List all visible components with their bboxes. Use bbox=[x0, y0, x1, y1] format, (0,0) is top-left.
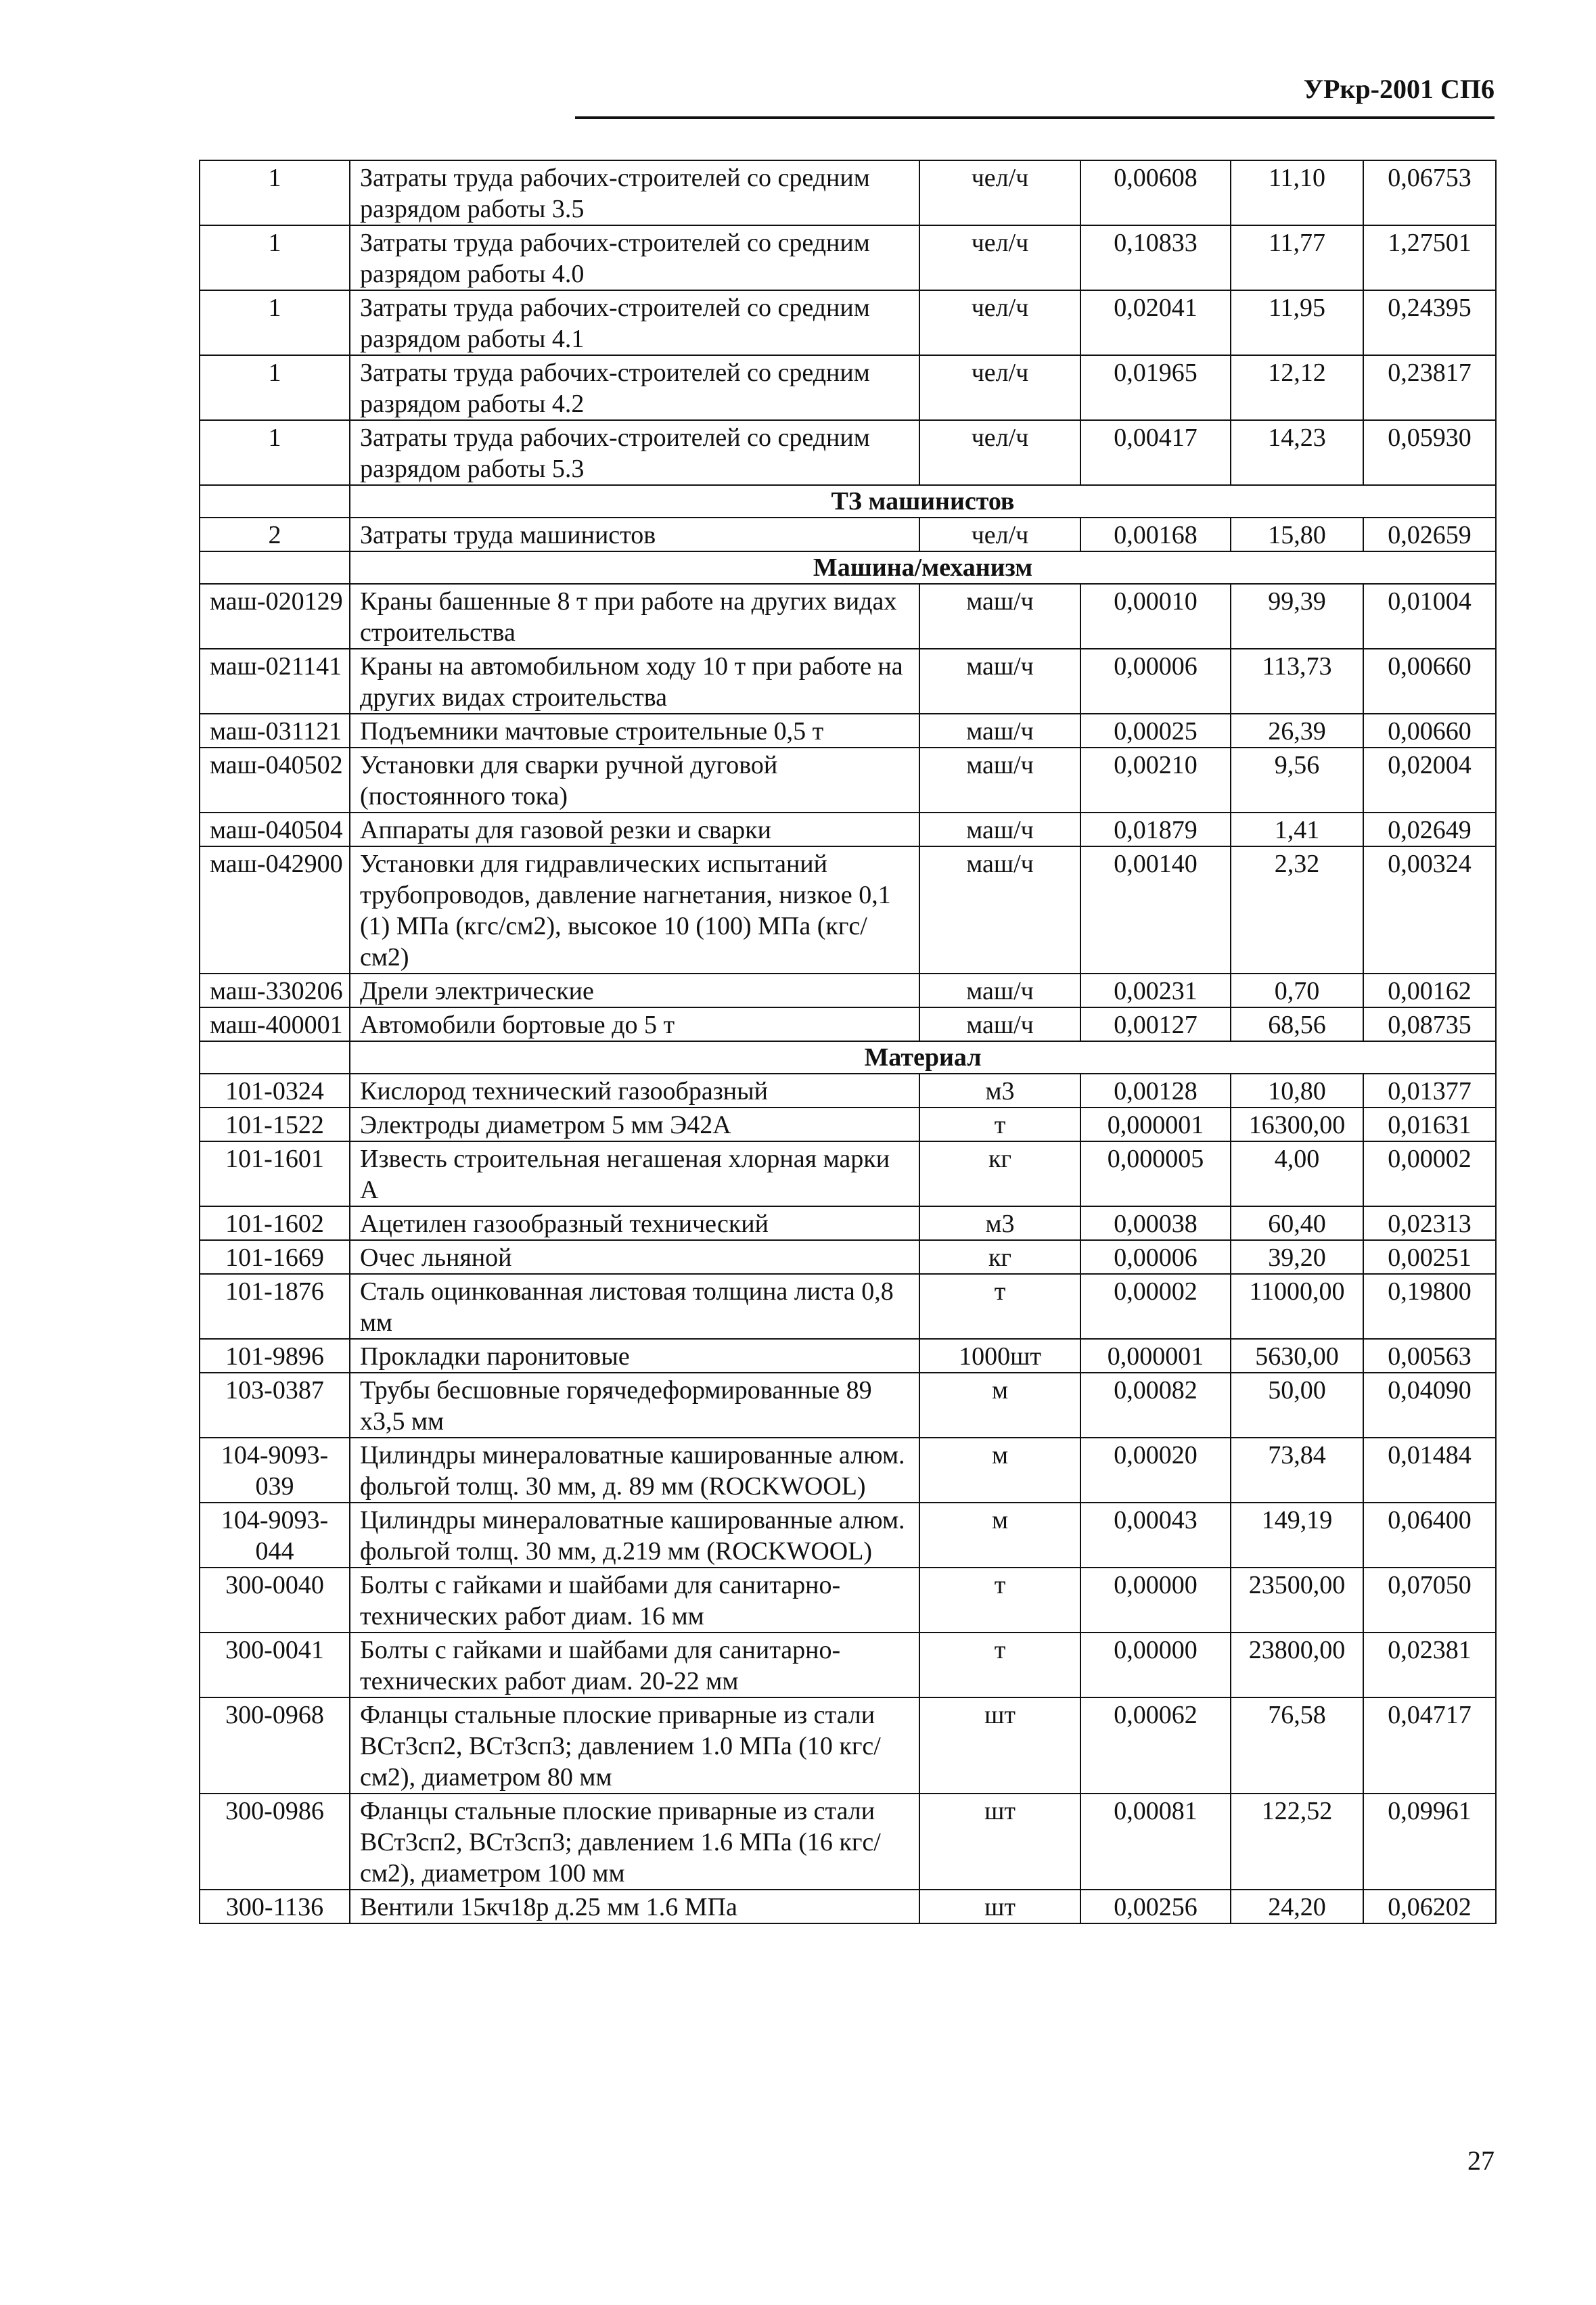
table-row bbox=[200, 1373, 1496, 1438]
unit-cell: маш/ч bbox=[919, 584, 1080, 649]
cost-cell: 0,24395 bbox=[1363, 290, 1496, 355]
cost-cell: 0,00660 bbox=[1363, 714, 1496, 748]
resource-code-cell: маш-031121 bbox=[200, 714, 350, 748]
section-title: Материал bbox=[350, 1041, 1496, 1074]
table-row bbox=[200, 584, 1496, 649]
quantity-cell: 0,02041 bbox=[1080, 290, 1231, 355]
quantity-cell: 0,00608 bbox=[1080, 160, 1231, 225]
section-blank-cell bbox=[200, 551, 350, 584]
cost-cell: 0,00251 bbox=[1363, 1240, 1496, 1274]
unit-price-cell: 68,56 bbox=[1231, 1007, 1363, 1041]
unit-price-cell: 11,95 bbox=[1231, 290, 1363, 355]
resource-name-cell: Известь строительная негашеная хлорная марки А bbox=[350, 1141, 919, 1206]
resource-name-cell: Аппараты для газовой резки и сварки bbox=[350, 813, 919, 846]
quantity-cell: 0,00010 bbox=[1080, 584, 1231, 649]
table-row bbox=[200, 1274, 1496, 1339]
cost-cell: 0,05930 bbox=[1363, 420, 1496, 485]
resource-name-cell: Затраты труда рабочих-строителей со средним разрядом работы 4.2 bbox=[350, 355, 919, 420]
resource-name-cell: Дрели электрические bbox=[350, 974, 919, 1007]
quantity-cell: 0,00006 bbox=[1080, 649, 1231, 714]
quantity-cell: 0,00140 bbox=[1080, 846, 1231, 974]
table-row bbox=[200, 225, 1496, 290]
table-row bbox=[200, 974, 1496, 1007]
cost-cell: 0,04717 bbox=[1363, 1697, 1496, 1794]
resource-code-cell: 300-0041 bbox=[200, 1633, 350, 1697]
cost-cell: 0,08735 bbox=[1363, 1007, 1496, 1041]
table-row bbox=[200, 420, 1496, 485]
unit-cell: маш/ч bbox=[919, 649, 1080, 714]
quantity-cell: 0,00081 bbox=[1080, 1794, 1231, 1890]
unit-price-cell: 12,12 bbox=[1231, 355, 1363, 420]
quantity-cell: 0,00128 bbox=[1080, 1074, 1231, 1108]
header-rule bbox=[575, 116, 1495, 119]
table-row bbox=[200, 160, 1496, 225]
cost-cell: 0,00563 bbox=[1363, 1339, 1496, 1373]
quantity-cell: 0,00231 bbox=[1080, 974, 1231, 1007]
resource-code-cell: маш-042900 bbox=[200, 846, 350, 974]
unit-price-cell: 2,32 bbox=[1231, 846, 1363, 974]
resource-table-body bbox=[200, 160, 1496, 1923]
cost-cell: 0,07050 bbox=[1363, 1568, 1496, 1633]
unit-cell: чел/ч bbox=[919, 160, 1080, 225]
table-row bbox=[200, 1568, 1496, 1633]
quantity-cell: 0,00000 bbox=[1080, 1633, 1231, 1697]
table-row bbox=[200, 518, 1496, 551]
resource-code-cell: 104-9093-039 bbox=[200, 1438, 350, 1503]
cost-cell: 0,04090 bbox=[1363, 1373, 1496, 1438]
cost-cell: 0,00324 bbox=[1363, 846, 1496, 974]
resource-code-cell: 300-0040 bbox=[200, 1568, 350, 1633]
cost-cell: 0,19800 bbox=[1363, 1274, 1496, 1339]
table-row bbox=[200, 813, 1496, 846]
cost-cell: 0,06753 bbox=[1363, 160, 1496, 225]
resource-code-cell: 104-9093-044 bbox=[200, 1503, 350, 1568]
resource-code-cell: маш-400001 bbox=[200, 1007, 350, 1041]
table-row bbox=[200, 1633, 1496, 1697]
table-row bbox=[200, 1503, 1496, 1568]
unit-price-cell: 149,19 bbox=[1231, 1503, 1363, 1568]
resource-code-cell: 1 bbox=[200, 355, 350, 420]
resource-name-cell: Краны башенные 8 т при работе на других видах строительства bbox=[350, 584, 919, 649]
resource-name-cell: Затраты труда рабочих-строителей со средним разрядом работы 3.5 bbox=[350, 160, 919, 225]
resource-name-cell: Очес льняной bbox=[350, 1240, 919, 1274]
unit-cell: кг bbox=[919, 1240, 1080, 1274]
unit-cell: чел/ч bbox=[919, 420, 1080, 485]
cost-cell: 0,23817 bbox=[1363, 355, 1496, 420]
resource-name-cell: Затраты труда рабочих-строителей со средним разрядом работы 5.3 bbox=[350, 420, 919, 485]
resource-name-cell: Электроды диаметром 5 мм Э42А bbox=[350, 1108, 919, 1141]
unit-price-cell: 11000,00 bbox=[1231, 1274, 1363, 1339]
unit-price-cell: 14,23 bbox=[1231, 420, 1363, 485]
section-header-row bbox=[200, 485, 1496, 518]
unit-price-cell: 15,80 bbox=[1231, 518, 1363, 551]
unit-price-cell: 50,00 bbox=[1231, 1373, 1363, 1438]
table-row bbox=[200, 714, 1496, 748]
resource-name-cell: Установки для сварки ручной дуговой (постоянного тока) bbox=[350, 748, 919, 813]
unit-price-cell: 23500,00 bbox=[1231, 1568, 1363, 1633]
unit-cell: чел/ч bbox=[919, 225, 1080, 290]
unit-cell: маш/ч bbox=[919, 813, 1080, 846]
quantity-cell: 0,00038 bbox=[1080, 1206, 1231, 1240]
unit-price-cell: 0,70 bbox=[1231, 974, 1363, 1007]
quantity-cell: 0,00043 bbox=[1080, 1503, 1231, 1568]
resource-name-cell: Затраты труда рабочих-строителей со средним разрядом работы 4.1 bbox=[350, 290, 919, 355]
resource-name-cell: Цилиндры минераловатные кашированные алюм. фольгой толщ. 30 мм, д.219 мм (ROCKWOOL) bbox=[350, 1503, 919, 1568]
cost-cell: 0,02004 bbox=[1363, 748, 1496, 813]
resource-code-cell: маш-020129 bbox=[200, 584, 350, 649]
unit-price-cell: 24,20 bbox=[1231, 1890, 1363, 1923]
unit-price-cell: 1,41 bbox=[1231, 813, 1363, 846]
quantity-cell: 0,00002 bbox=[1080, 1274, 1231, 1339]
unit-cell: м3 bbox=[919, 1206, 1080, 1240]
resource-name-cell: Вентили 15кч18р д.25 мм 1.6 МПа bbox=[350, 1890, 919, 1923]
unit-price-cell: 10,80 bbox=[1231, 1074, 1363, 1108]
cost-cell: 0,00660 bbox=[1363, 649, 1496, 714]
page-number: 27 bbox=[1467, 2145, 1495, 2176]
unit-cell: шт bbox=[919, 1890, 1080, 1923]
section-title: ТЗ машинистов bbox=[350, 485, 1496, 518]
unit-cell: т bbox=[919, 1568, 1080, 1633]
unit-cell: чел/ч bbox=[919, 355, 1080, 420]
resource-name-cell: Затраты труда рабочих-строителей со средним разрядом работы 4.0 bbox=[350, 225, 919, 290]
resource-code-cell: 300-1136 bbox=[200, 1890, 350, 1923]
unit-cell: т bbox=[919, 1274, 1080, 1339]
unit-cell: м bbox=[919, 1503, 1080, 1568]
resource-code-cell: маш-040504 bbox=[200, 813, 350, 846]
unit-cell: м bbox=[919, 1438, 1080, 1503]
quantity-cell: 0,00127 bbox=[1080, 1007, 1231, 1041]
unit-price-cell: 113,73 bbox=[1231, 649, 1363, 714]
cost-cell: 0,00002 bbox=[1363, 1141, 1496, 1206]
quantity-cell: 0,00168 bbox=[1080, 518, 1231, 551]
resource-code-cell: 300-0968 bbox=[200, 1697, 350, 1794]
unit-cell: маш/ч bbox=[919, 846, 1080, 974]
unit-cell: шт bbox=[919, 1697, 1080, 1794]
cost-cell: 0,09961 bbox=[1363, 1794, 1496, 1890]
resource-code-cell: 1 bbox=[200, 160, 350, 225]
quantity-cell: 0,00062 bbox=[1080, 1697, 1231, 1794]
unit-cell: м bbox=[919, 1373, 1080, 1438]
resource-code-cell: 101-1669 bbox=[200, 1240, 350, 1274]
cost-cell: 0,02649 bbox=[1363, 813, 1496, 846]
quantity-cell: 0,00256 bbox=[1080, 1890, 1231, 1923]
quantity-cell: 0,00417 bbox=[1080, 420, 1231, 485]
resource-code-cell: маш-330206 bbox=[200, 974, 350, 1007]
section-blank-cell bbox=[200, 1041, 350, 1074]
resource-name-cell: Болты с гайками и шайбами для санитарно-технических работ диам. 20-22 мм bbox=[350, 1633, 919, 1697]
section-header-row bbox=[200, 551, 1496, 584]
unit-price-cell: 23800,00 bbox=[1231, 1633, 1363, 1697]
unit-price-cell: 60,40 bbox=[1231, 1206, 1363, 1240]
cost-cell: 0,01631 bbox=[1363, 1108, 1496, 1141]
resource-code-cell: 101-1876 bbox=[200, 1274, 350, 1339]
resource-code-cell: 101-1522 bbox=[200, 1108, 350, 1141]
resource-table bbox=[199, 160, 1497, 1924]
resource-code-cell: 103-0387 bbox=[200, 1373, 350, 1438]
table-row bbox=[200, 1438, 1496, 1503]
unit-cell: маш/ч bbox=[919, 748, 1080, 813]
quantity-cell: 0,01879 bbox=[1080, 813, 1231, 846]
resource-code-cell: 101-0324 bbox=[200, 1074, 350, 1108]
cost-cell: 0,00162 bbox=[1363, 974, 1496, 1007]
resource-name-cell: Автомобили бортовые до 5 т bbox=[350, 1007, 919, 1041]
table-row bbox=[200, 1339, 1496, 1373]
quantity-cell: 0,00006 bbox=[1080, 1240, 1231, 1274]
unit-cell: маш/ч bbox=[919, 714, 1080, 748]
resource-code-cell: 101-9896 bbox=[200, 1339, 350, 1373]
quantity-cell: 0,00000 bbox=[1080, 1568, 1231, 1633]
resource-name-cell: Болты с гайками и шайбами для санитарно-технических работ диам. 16 мм bbox=[350, 1568, 919, 1633]
table-row bbox=[200, 1697, 1496, 1794]
unit-cell: чел/ч bbox=[919, 290, 1080, 355]
unit-price-cell: 4,00 bbox=[1231, 1141, 1363, 1206]
table-row bbox=[200, 1074, 1496, 1108]
resource-name-cell: Установки для гидравлических испытаний трубопроводов, давление нагнетания, низкое 0,1 (1) МПа (кгс/см2), высокое 10 (100) МПа (кгс/см2) bbox=[350, 846, 919, 974]
unit-price-cell: 39,20 bbox=[1231, 1240, 1363, 1274]
cost-cell: 0,01484 bbox=[1363, 1438, 1496, 1503]
table-row bbox=[200, 290, 1496, 355]
unit-price-cell: 11,77 bbox=[1231, 225, 1363, 290]
table-row bbox=[200, 748, 1496, 813]
table-row bbox=[200, 649, 1496, 714]
resource-name-cell: Затраты труда машинистов bbox=[350, 518, 919, 551]
resource-name-cell: Сталь оцинкованная листовая толщина листа 0,8 мм bbox=[350, 1274, 919, 1339]
resource-code-cell: 1 bbox=[200, 420, 350, 485]
cost-cell: 0,06202 bbox=[1363, 1890, 1496, 1923]
quantity-cell: 0,00210 bbox=[1080, 748, 1231, 813]
resource-name-cell: Прокладки паронитовые bbox=[350, 1339, 919, 1373]
unit-price-cell: 5630,00 bbox=[1231, 1339, 1363, 1373]
cost-cell: 0,02659 bbox=[1363, 518, 1496, 551]
document-code: УРкр-2001 СП6 bbox=[1303, 74, 1495, 104]
resource-code-cell: 1 bbox=[200, 290, 350, 355]
resource-code-cell: 101-1601 bbox=[200, 1141, 350, 1206]
table-row bbox=[200, 1007, 1496, 1041]
unit-cell: маш/ч bbox=[919, 1007, 1080, 1041]
section-header-row bbox=[200, 1041, 1496, 1074]
quantity-cell: 0,00082 bbox=[1080, 1373, 1231, 1438]
quantity-cell: 0,01965 bbox=[1080, 355, 1231, 420]
resource-name-cell: Кислород технический газообразный bbox=[350, 1074, 919, 1108]
resource-name-cell: Краны на автомобильном ходу 10 т при работе на других видах строительства bbox=[350, 649, 919, 714]
quantity-cell: 0,00025 bbox=[1080, 714, 1231, 748]
cost-cell: 0,02313 bbox=[1363, 1206, 1496, 1240]
quantity-cell: 0,00020 bbox=[1080, 1438, 1231, 1503]
unit-price-cell: 122,52 bbox=[1231, 1794, 1363, 1890]
cost-cell: 0,06400 bbox=[1363, 1503, 1496, 1568]
section-blank-cell bbox=[200, 485, 350, 518]
resource-name-cell: Ацетилен газообразный технический bbox=[350, 1206, 919, 1240]
unit-cell: шт bbox=[919, 1794, 1080, 1890]
resource-name-cell: Подъемники мачтовые строительные 0,5 т bbox=[350, 714, 919, 748]
unit-price-cell: 11,10 bbox=[1231, 160, 1363, 225]
table-row bbox=[200, 1794, 1496, 1890]
table-row bbox=[200, 1206, 1496, 1240]
unit-cell: маш/ч bbox=[919, 974, 1080, 1007]
unit-price-cell: 99,39 bbox=[1231, 584, 1363, 649]
table-row bbox=[200, 1890, 1496, 1923]
resource-code-cell: 300-0986 bbox=[200, 1794, 350, 1890]
quantity-cell: 0,000001 bbox=[1080, 1339, 1231, 1373]
resource-code-cell: маш-021141 bbox=[200, 649, 350, 714]
quantity-cell: 0,10833 bbox=[1080, 225, 1231, 290]
resource-name-cell: Фланцы стальные плоские приварные из стали ВСт3сп2, ВСт3сп3; давлением 1.6 МПа (16 кгс/см2), диаметром 100 мм bbox=[350, 1794, 919, 1890]
cost-cell: 0,01004 bbox=[1363, 584, 1496, 649]
unit-price-cell: 16300,00 bbox=[1231, 1108, 1363, 1141]
resource-code-cell: 101-1602 bbox=[200, 1206, 350, 1240]
table-row bbox=[200, 355, 1496, 420]
resource-code-cell: 2 bbox=[200, 518, 350, 551]
table-row bbox=[200, 1141, 1496, 1206]
unit-price-cell: 26,39 bbox=[1231, 714, 1363, 748]
cost-cell: 0,01377 bbox=[1363, 1074, 1496, 1108]
quantity-cell: 0,000001 bbox=[1080, 1108, 1231, 1141]
unit-price-cell: 9,56 bbox=[1231, 748, 1363, 813]
resource-code-cell: маш-040502 bbox=[200, 748, 350, 813]
unit-price-cell: 73,84 bbox=[1231, 1438, 1363, 1503]
table-row bbox=[200, 1240, 1496, 1274]
resource-name-cell: Цилиндры минераловатные кашированные алюм. фольгой толщ. 30 мм, д. 89 мм (ROCKWOOL) bbox=[350, 1438, 919, 1503]
unit-cell: м3 bbox=[919, 1074, 1080, 1108]
unit-cell: чел/ч bbox=[919, 518, 1080, 551]
cost-cell: 1,27501 bbox=[1363, 225, 1496, 290]
resource-name-cell: Трубы бесшовные горячедеформированные 89 x3,5 мм bbox=[350, 1373, 919, 1438]
unit-cell: кг bbox=[919, 1141, 1080, 1206]
resource-name-cell: Фланцы стальные плоские приварные из стали ВСт3сп2, ВСт3сп3; давлением 1.0 МПа (10 кгс/см2), диаметром 80 мм bbox=[350, 1697, 919, 1794]
table-row bbox=[200, 1108, 1496, 1141]
cost-cell: 0,02381 bbox=[1363, 1633, 1496, 1697]
unit-cell: 1000шт bbox=[919, 1339, 1080, 1373]
unit-price-cell: 76,58 bbox=[1231, 1697, 1363, 1794]
section-title: Машина/механизм bbox=[350, 551, 1496, 584]
unit-cell: т bbox=[919, 1108, 1080, 1141]
unit-cell: т bbox=[919, 1633, 1080, 1697]
table-row bbox=[200, 846, 1496, 974]
resource-code-cell: 1 bbox=[200, 225, 350, 290]
quantity-cell: 0,000005 bbox=[1080, 1141, 1231, 1206]
